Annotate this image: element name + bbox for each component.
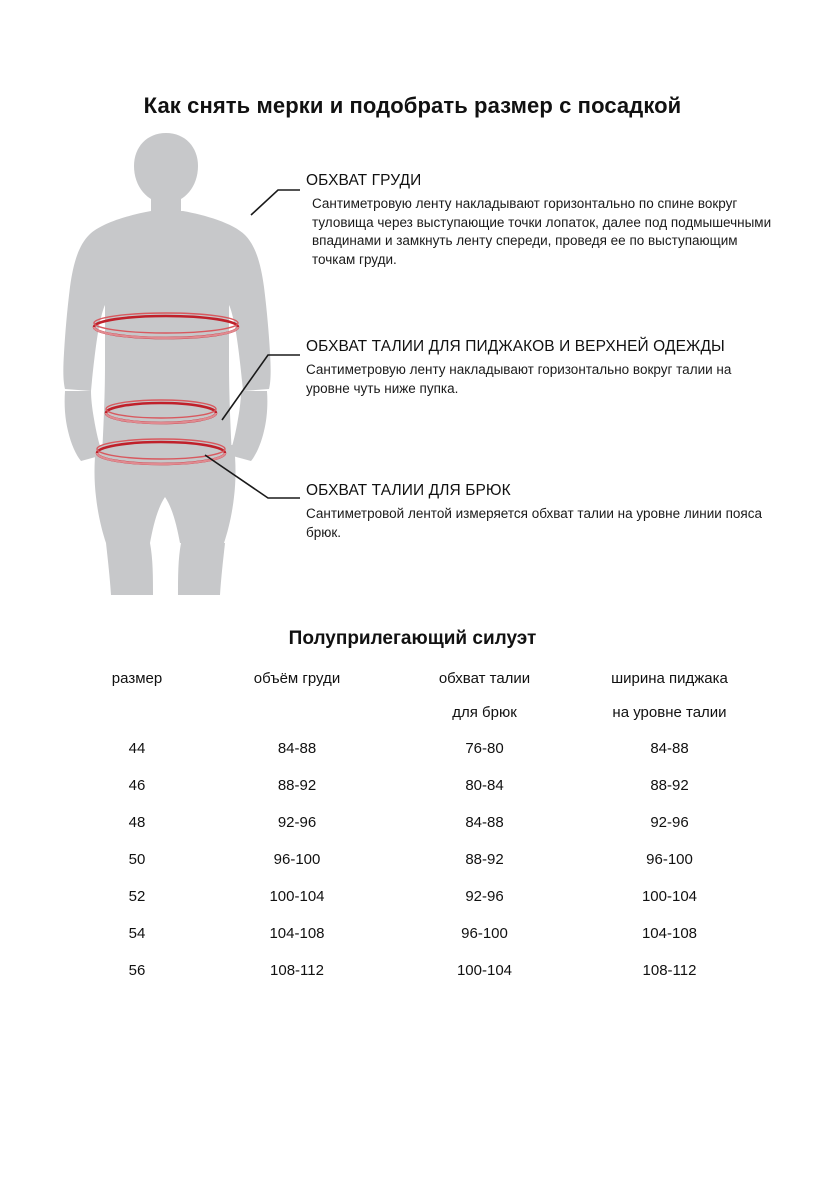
body-figure-illustration [20,125,310,605]
cell-size: 48 [128,814,146,831]
cell-size: 46 [128,777,146,794]
cell-size: 50 [128,851,146,868]
cell-waist: 96-100 [461,925,508,942]
size-table-head [72,662,762,730]
cell-jacket-width: 88-92 [650,777,689,794]
body-silhouette [63,133,270,595]
callout-waist-trousers-title: ОБХВАТ ТАЛИИ ДЛЯ БРЮК [306,482,511,499]
table-row [72,878,762,915]
cell-size: 44 [128,740,146,757]
table-subheader-chest [202,694,392,730]
cell-chest: 96-100 [273,851,321,868]
table-row [72,952,762,989]
silhouette-section-title: Полуприлегающий силуэт [288,627,537,649]
cell-jacket-width: 92-96 [650,814,689,831]
callout-waist-jacket-body: Сантиметровую ленту накладывают горизонтально вокруг талии на уровне чуть ниже пупка. [306,362,732,396]
callout-chest-body: Сантиметровую ленту накладывают горизонтально по спине вокруг туловища через выступающие точки лопаток, далее под подмышечными впадинами и замкнуть ленту спереди, проведя ее по выступающим точкам груди. [312,196,772,267]
cell-waist: 88-92 [465,851,504,868]
cell-waist: 84-88 [465,814,504,831]
table-subheader-waist: для брюк [452,703,517,721]
cell-jacket-width: 96-100 [646,851,693,868]
cell-chest: 88-92 [277,777,317,794]
table-subheader-size [72,694,202,730]
size-table [72,662,762,989]
cell-jacket-width: 100-104 [641,888,698,905]
table-header-size: размер [111,669,163,687]
cell-waist: 100-104 [456,962,513,979]
table-subheader-jacket-width: на уровне талии [612,703,727,721]
cell-chest: 108-112 [270,962,324,979]
table-header-waist: обхват талии [438,669,531,687]
callout-chest-title: ОБХВАТ ГРУДИ [306,172,422,189]
callout-waist-trousers [306,482,776,542]
cell-chest: 84-88 [277,740,317,757]
cell-chest: 104-108 [269,925,325,942]
table-subheader-row [72,694,762,730]
callout-waist-jacket-title: ОБХВАТ ТАЛИИ ДЛЯ ПИДЖАКОВ И ВЕРХНЕЙ ОДЕЖДЫ [306,338,725,355]
table-row [72,841,762,878]
table-row [72,730,762,767]
table-header-chest: объём груди [253,669,341,687]
table-header-row [72,662,762,694]
page-title: Как снять мерки и подобрать размер с посадкой [143,92,682,118]
cell-jacket-width: 104-108 [641,925,698,942]
table-header-jacket-width: ширина пиджака [611,669,728,687]
callout-waist-trousers-body: Сантиметровой лентой измеряется обхват талии на уровне линии пояса брюк. [306,506,762,540]
size-table-body [72,730,762,989]
cell-chest: 100-104 [269,888,325,905]
cell-size: 52 [128,888,146,905]
cell-waist: 80-84 [465,777,504,794]
cell-size: 54 [128,925,146,942]
cell-jacket-width: 108-112 [642,962,697,979]
table-row [72,804,762,841]
table-row [72,915,762,952]
cell-chest: 92-96 [277,814,317,831]
cell-jacket-width: 84-88 [650,740,689,757]
cell-waist: 92-96 [465,888,504,905]
cell-size: 56 [128,962,146,979]
table-row [72,767,762,804]
male-torso-diagram [20,125,310,605]
callout-chest [306,172,782,269]
callout-waist-jacket [306,338,776,398]
cell-waist: 76-80 [465,740,504,757]
